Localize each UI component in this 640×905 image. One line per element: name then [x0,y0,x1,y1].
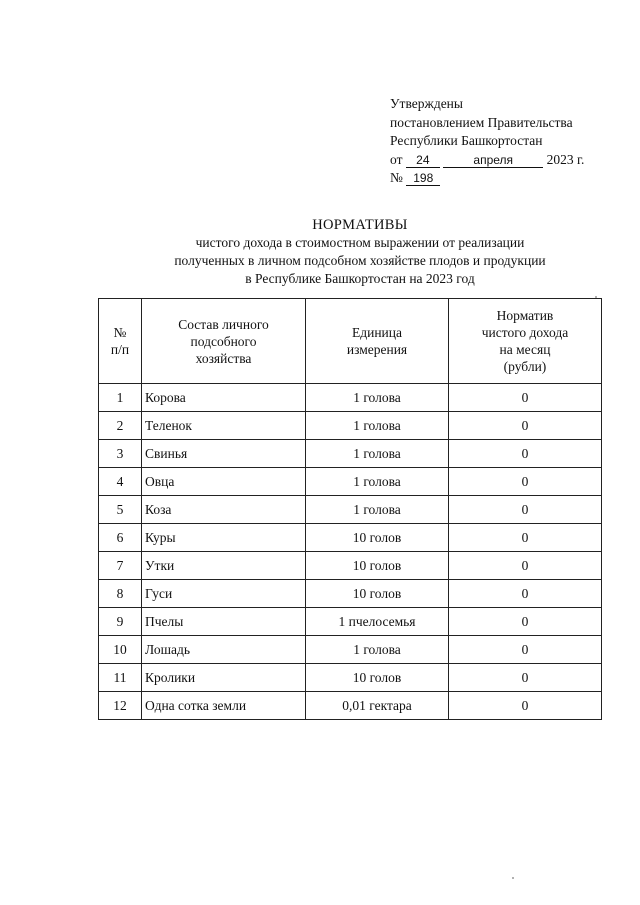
table-row [99,468,602,496]
table-row [99,552,602,580]
row-value: 0 [449,468,602,496]
title-line-3: в Республике Башкортостан на 2023 год [245,271,475,286]
approval-line-resolution: постановлением Правительства [390,114,573,130]
header-num-line1: № [113,325,127,340]
row-value: 0 [449,552,602,580]
row-num: 4 [99,468,142,496]
row-name: Пчелы [142,608,306,636]
header-num-line2: п/п [110,342,130,357]
row-name: Гуси [142,580,306,608]
date-month: апреля [443,153,543,168]
title-main: НОРМАТИВЫ [312,217,408,233]
row-name: Утки [142,552,306,580]
row-unit: 1 голова [306,468,449,496]
header-norm-line3: на месяц [499,342,551,357]
date-year: 2023 г. [546,151,585,167]
row-num: 12 [99,692,142,720]
header-unit [306,299,449,384]
table-row [99,412,602,440]
header-composition-line2: подсобного [190,333,257,349]
header-composition [142,299,306,384]
row-name: Теленок [142,412,306,440]
row-num: 11 [99,664,142,692]
row-num: 1 [99,384,142,412]
scan-speck [512,877,514,879]
row-value: 0 [449,636,602,664]
table-row [99,440,602,468]
table-row [99,692,602,720]
row-name: Одна сотка земли [142,692,306,720]
date-prefix: от [390,151,403,167]
document-title [80,216,640,288]
row-unit: 1 голова [306,412,449,440]
row-num: 9 [99,608,142,636]
row-value: 0 [449,608,602,636]
number-prefix: № [390,170,403,185]
row-num: 10 [99,636,142,664]
row-value: 0 [449,384,602,412]
row-num: 7 [99,552,142,580]
row-unit: 1 голова [306,636,449,664]
row-name: Овца [142,468,306,496]
row-value: 0 [449,692,602,720]
approval-date [390,151,630,170]
table-row [99,664,602,692]
row-value: 0 [449,412,602,440]
row-name: Лошадь [142,636,306,664]
number-value: 198 [406,171,440,186]
row-num: 8 [99,580,142,608]
header-unit-line2: измерения [346,342,408,357]
table-row [99,524,602,552]
row-unit: 1 голова [306,496,449,524]
row-num: 6 [99,524,142,552]
row-num: 2 [99,412,142,440]
date-day: 24 [406,153,440,168]
row-unit: 10 голов [306,524,449,552]
row-unit: 1 пчелосемья [306,608,449,636]
header-norm [449,299,602,384]
approval-number [390,169,630,188]
row-unit: 0,01 гектара [306,692,449,720]
row-unit: 10 голов [306,552,449,580]
row-unit: 10 голов [306,580,449,608]
row-unit: 10 голов [306,664,449,692]
table-row [99,636,602,664]
row-value: 0 [449,524,602,552]
row-value: 0 [449,440,602,468]
approval-line-approved: Утверждены [390,96,463,111]
title-line-1: чистого дохода в стоимостном выражении от реализации [195,235,525,250]
table-row [99,496,602,524]
header-norm-line1: Норматив [496,308,554,323]
header-composition-line1: Состав личного [178,316,269,332]
row-unit: 1 голова [306,384,449,412]
table-row [99,384,602,412]
header-norm-line4: (рубли) [503,359,547,374]
row-name: Свинья [142,440,306,468]
norms-table [98,298,602,720]
table-row [99,608,602,636]
row-name: Кролики [142,664,306,692]
table-row [99,580,602,608]
row-name: Корова [142,384,306,412]
header-num [99,299,142,384]
approval-line-republic: Республики Башкортостан [390,133,543,148]
row-name: Коза [142,496,306,524]
row-value: 0 [449,580,602,608]
scan-speck [595,296,597,298]
table-header-row [99,299,602,384]
row-name: Куры [142,524,306,552]
title-line-2: полученных в личном подсобном хозяйстве плодов и продукции [174,253,546,268]
header-norm-line2: чистого дохода [481,325,569,340]
approval-block [390,95,630,188]
header-unit-line1: Единица [351,325,402,340]
row-value: 0 [449,496,602,524]
row-value: 0 [449,664,602,692]
header-composition-line3: хозяйства [195,350,252,366]
row-unit: 1 голова [306,440,449,468]
row-num: 3 [99,440,142,468]
row-num: 5 [99,496,142,524]
